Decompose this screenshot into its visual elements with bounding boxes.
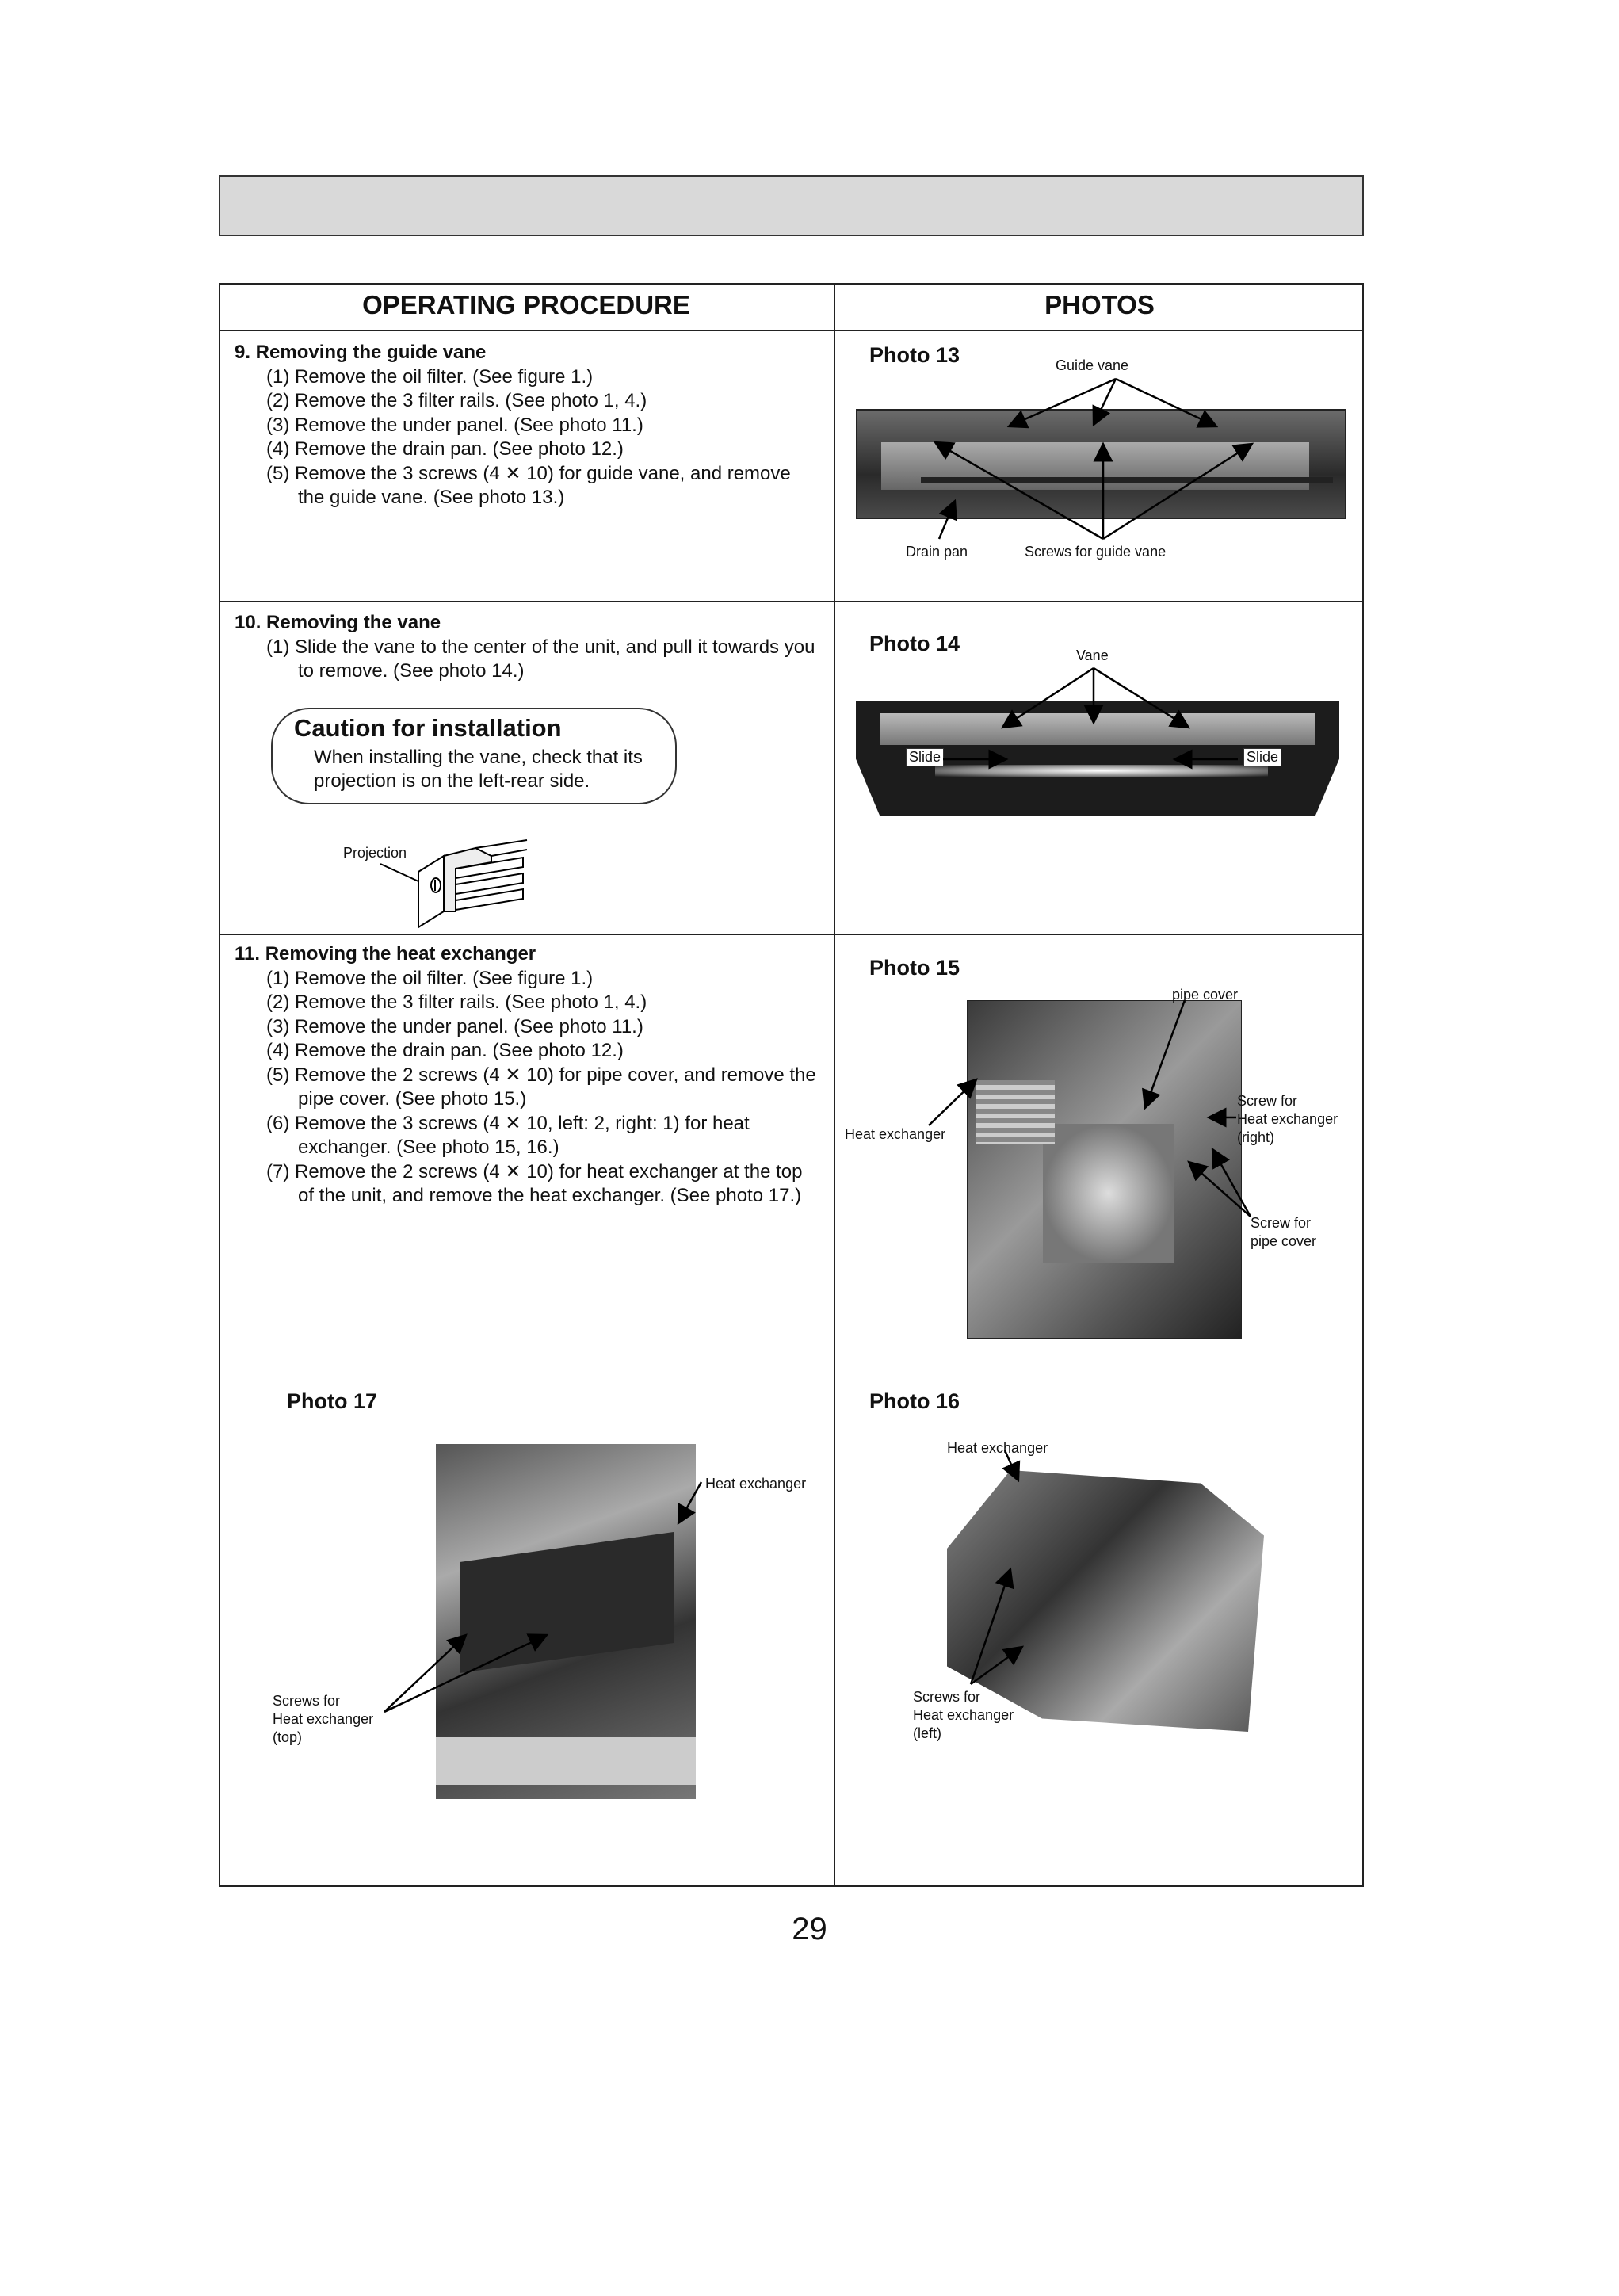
photo-15-heat-exchanger-label: Heat exchanger [845, 1126, 946, 1142]
caution-text: When installing the vane, check that its projection is on the left-rear side. [314, 747, 643, 792]
photo-14-title: Photo 14 [869, 632, 960, 655]
section-9-step: (5) Remove the 3 screws (4 ✕ 10) for guide vane, and remove the guide vane. (See photo 13.) [266, 462, 791, 508]
photo-13-guide-vane-label: Guide vane [1056, 357, 1129, 373]
photo-15-screw-pipe-cover-label: Screw for pipe cover [1251, 1215, 1317, 1249]
header-photos: PHOTOS [1044, 290, 1155, 319]
header-operating-procedure: OPERATING PROCEDURE [362, 290, 690, 319]
caution-title: Caution for installation [294, 714, 562, 742]
section-11-step: (2) Remove the 3 filter rails. (See photo 1, 4.) [266, 991, 647, 1013]
photo-14-vane-label: Vane [1076, 648, 1109, 663]
section-9-step: (2) Remove the 3 filter rails. (See photo 1, 4.) [266, 390, 647, 411]
photo-15-screw-hx-right-label: Screw for Heat exchanger (right) [1237, 1093, 1338, 1145]
photo-17-title: Photo 17 [287, 1389, 378, 1413]
projection-label: Projection [343, 845, 407, 861]
photo-13-screws-label: Screws for guide vane [1025, 544, 1167, 560]
photo-16-screws-left-label: Screws for Heat exchanger (left) [913, 1689, 1014, 1741]
section-9-step: (4) Remove the drain pan. (See photo 12.) [266, 438, 624, 460]
photo-17-heat-exchanger-label: Heat exchanger [705, 1476, 807, 1492]
photo-13-drain-pan-label: Drain pan [906, 544, 968, 560]
section-9-step: (1) Remove the oil filter. (See figure 1.) [266, 365, 594, 388]
section-9-title: 9. Removing the guide vane [235, 342, 487, 363]
photo-16-title: Photo 16 [869, 1389, 960, 1413]
photo-17-screws-top-label: Screws for Heat exchanger (top) [273, 1693, 374, 1745]
section-11-step: (6) Remove the 3 screws (4 ✕ 10, left: 2, right: 1) for heat exchanger. (See photo 15, 16.) [266, 1112, 750, 1158]
photo-14-slide-left-label: Slide [906, 748, 944, 766]
section-11-step: (3) Remove the under panel. (See photo 11.) [266, 1015, 643, 1037]
section-11-step: (5) Remove the 2 screws (4 ✕ 10) for pipe cover, and remove the pipe cover. (See photo 15.) [266, 1064, 816, 1110]
photo-14-slide-right-label: Slide [1243, 748, 1281, 766]
photo-15-title: Photo 15 [869, 956, 960, 980]
section-9-step: (3) Remove the under panel. (See photo 11.) [266, 414, 643, 436]
section-11-title: 11. Removing the heat exchanger [235, 943, 536, 965]
section-10-step: (1) Slide the vane to the center of the unit, and pull it towards you to remove. (See photo 14.) [266, 636, 815, 682]
photo-13-title: Photo 13 [869, 343, 960, 367]
section-11-step: (7) Remove the 2 screws (4 ✕ 10) for heat exchanger at the top of the unit, and remove the heat exchanger. (See photo 17.) [266, 1160, 803, 1206]
section-11-step: (4) Remove the drain pan. (See photo 12.) [266, 1040, 624, 1061]
photo-16-heat-exchanger-label: Heat exchanger [947, 1440, 1048, 1456]
section-10-title: 10. Removing the vane [235, 612, 441, 633]
section-11-step: (1) Remove the oil filter. (See figure 1.) [266, 967, 594, 989]
photo-15-pipe-cover-label: pipe cover [1172, 987, 1239, 1003]
page-number: 29 [792, 1912, 827, 1946]
